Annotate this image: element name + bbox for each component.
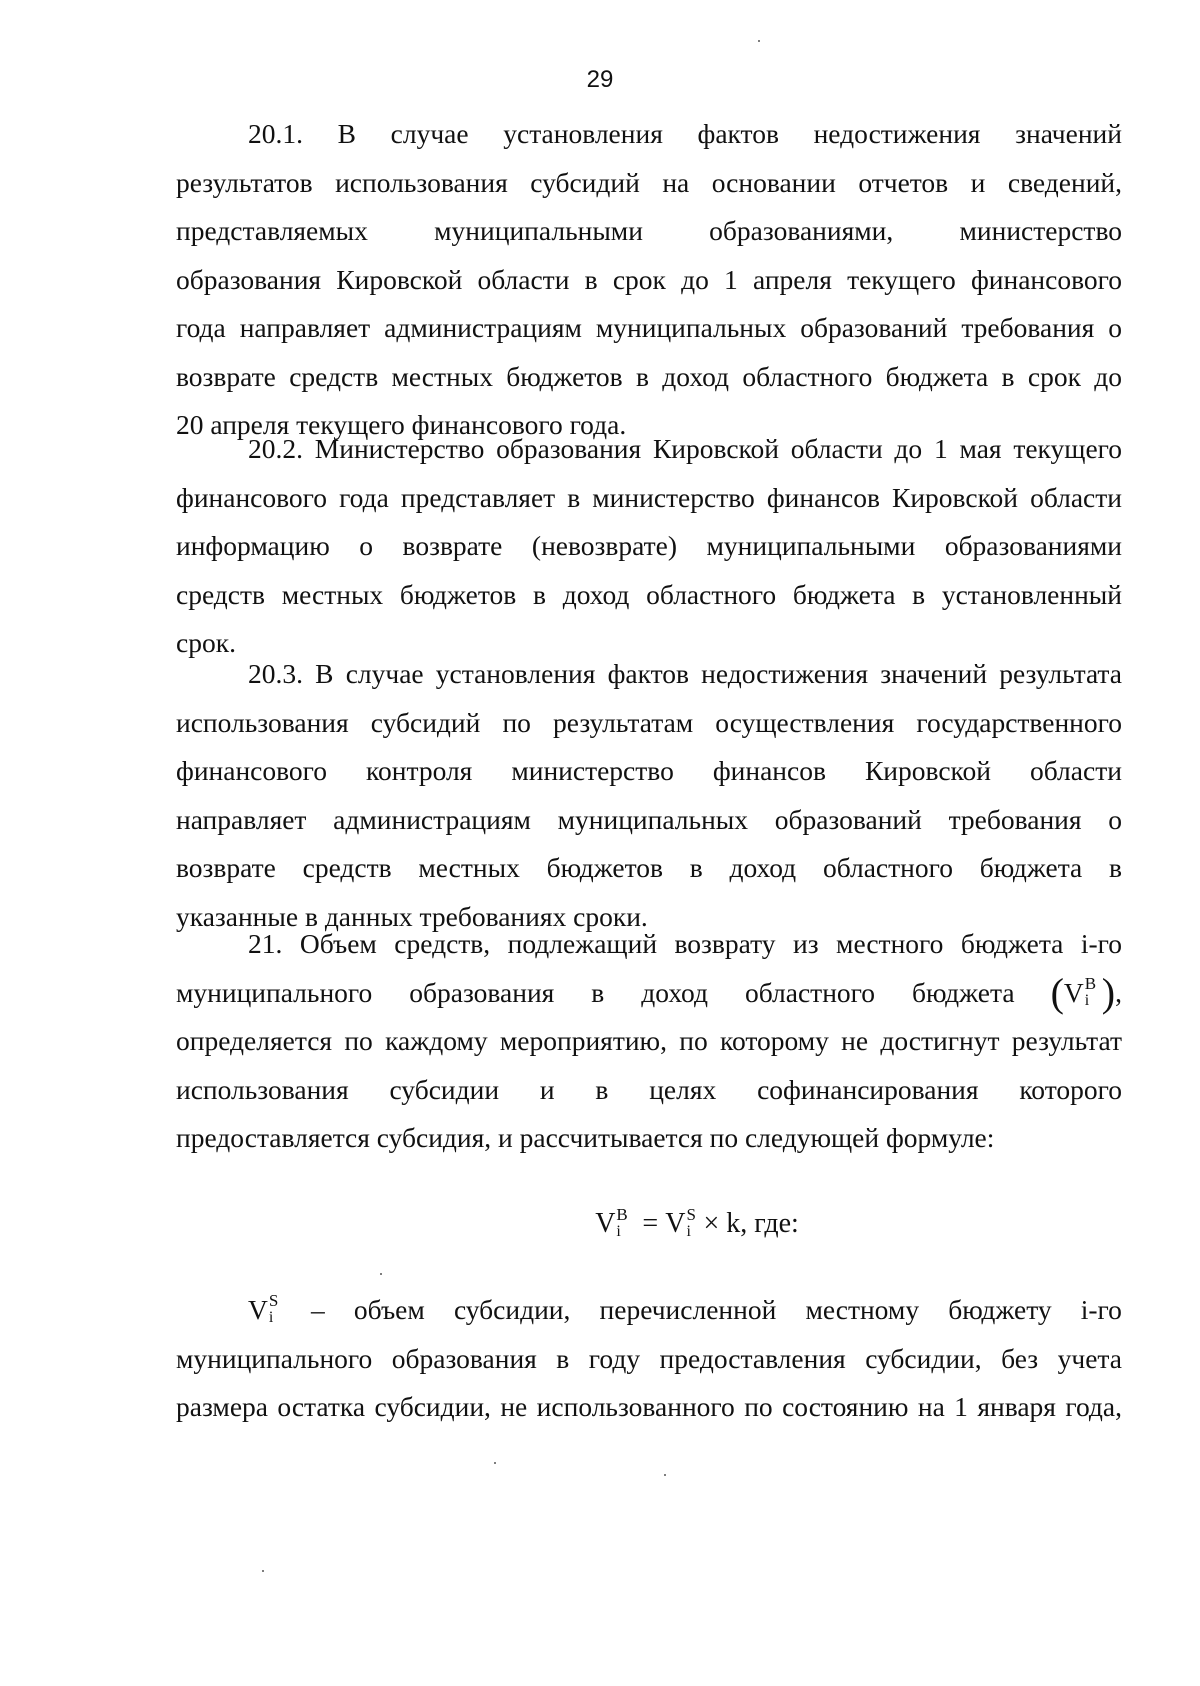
p20-2-line-5: срок.: [176, 627, 236, 658]
paragraph-20-1: [176, 110, 1122, 450]
p20-1-line-7: 20 апреля текущего финансового года.: [176, 409, 627, 440]
word: бюджету: [948, 1294, 1052, 1325]
word: муниципального: [176, 976, 373, 1008]
inline-formula-v-i-b: [1051, 969, 1122, 1018]
formula-lhs-sub: i: [616, 1223, 621, 1240]
word: случае: [390, 118, 469, 149]
p20-3-line-5: возврате средств местных бюджетов в доход областного бюджета в: [176, 852, 1122, 883]
paragraph-21-line-5: предоставляется субсидия, и рассчитывается по следующей формуле:: [176, 1122, 995, 1153]
formula-rhs-symbol: V: [665, 1208, 686, 1239]
word: значений: [1015, 118, 1122, 149]
p20-2-line-4: средств местных бюджетов в доход областного бюджета в установленный: [176, 578, 1122, 610]
p20-1-line-1: [176, 110, 1122, 159]
paragraph-21-line-2: [176, 969, 1122, 1018]
paragraph-21-line-3: определяется по каждому мероприятию, по которому не достигнут результат: [176, 1025, 1122, 1056]
word: области: [1030, 755, 1122, 786]
display-formula: [176, 1200, 1170, 1249]
inline-symbol-sub: i: [1084, 991, 1090, 1009]
p20-3-line-3: [176, 747, 1122, 796]
word: фактов: [697, 118, 779, 149]
word: образования: [409, 976, 555, 1008]
p20-1-line-3: [176, 207, 1122, 256]
word: министерство: [511, 755, 674, 786]
p20-3-line-2: использования субсидий по результатам осуществления государственного: [176, 706, 1122, 738]
paragraph-21-line-4: [176, 1066, 1122, 1115]
p20-2-line-2: финансового года представляет в министерство финансов Кировской области: [176, 481, 1122, 513]
close-paren: ): [1101, 969, 1116, 1015]
formula-rhs-sup: S: [686, 1205, 696, 1224]
word: местному: [805, 1294, 920, 1325]
word: областного: [744, 976, 876, 1008]
p20-1-line-6: возврате средств местных бюджетов в доход областного бюджета в срок до: [176, 360, 1122, 392]
word: 20.1.: [248, 118, 303, 149]
definition-symbol: [248, 1286, 282, 1335]
definition-line-3: размера остатка субсидии, не использованного по состоянию на 1 января года,: [176, 1391, 1122, 1422]
word: финансового: [176, 755, 328, 786]
open-paren: (: [1050, 969, 1064, 1015]
scan-speck: [262, 1570, 264, 1572]
word: недостижения: [813, 118, 981, 149]
inline-symbol-v: V: [1063, 976, 1084, 1008]
word: субсидии,: [453, 1294, 571, 1325]
word: в: [591, 976, 605, 1008]
definition-line-1: [176, 1286, 1122, 1335]
p20-1-line-5: года направляет администрациям муниципальных образований требования о: [176, 312, 1122, 343]
paragraph-21: [176, 920, 1122, 1163]
inline-comma: ,: [1115, 976, 1122, 1008]
word: В: [337, 118, 356, 149]
word: целях: [649, 1073, 717, 1105]
paragraph-21-line-1: 21. Объем средств, подлежащий возврату из местного бюджета i-го: [248, 928, 1122, 959]
word: контроля: [366, 755, 473, 786]
formula-factor: k,: [726, 1208, 748, 1239]
p20-3-line-4: направляет администрациям муниципальных образований требования о: [176, 803, 1122, 835]
p20-2-line-3: информацию о возврате (невозврате) муниципальными образованиями: [176, 530, 1122, 561]
word: софинансирования: [757, 1073, 979, 1105]
word: финансов: [712, 755, 826, 786]
p20-1-line-4: образования Кировской области в срок до 1 апреля текущего финансового: [176, 263, 1122, 295]
definition-symbol-sub: i: [268, 1309, 274, 1326]
word: установления: [503, 118, 663, 149]
formula-lhs-sup: B: [616, 1205, 628, 1224]
p20-2-line-1: 20.2. Министерство образования Кировской области до 1 мая текущего: [248, 433, 1122, 464]
definition-symbol-sup: S: [268, 1291, 279, 1310]
scan-speck: [494, 1462, 496, 1464]
formula-times: ×: [703, 1208, 720, 1239]
word: представляемых: [176, 215, 368, 246]
scan-speck: [758, 40, 760, 42]
p20-3-line-1: 20.3. В случае установления фактов недостижения значений результата: [248, 658, 1122, 689]
paragraph-20-2: [176, 425, 1122, 668]
formula-equals: =: [642, 1208, 659, 1239]
scan-speck: [664, 1474, 666, 1476]
word: доход: [641, 976, 708, 1008]
word: бюджета: [912, 976, 1015, 1008]
word: перечисленной: [599, 1294, 777, 1325]
paragraph-21-line-2-words: [176, 969, 1051, 1018]
definition-symbol-v: V: [248, 1294, 268, 1325]
page-number: 29: [586, 66, 614, 93]
formula-tail: где:: [754, 1208, 799, 1239]
word: министерство: [959, 215, 1122, 246]
word: i-го: [1080, 1294, 1122, 1325]
word: образованиями,: [709, 215, 894, 246]
p20-1-line-2: результатов использования субсидий на основании отчетов и сведений,: [176, 166, 1122, 198]
definition-v-i-s: [176, 1286, 1122, 1432]
word: муниципальными: [434, 215, 643, 246]
word: Кировской: [864, 755, 991, 786]
word: –: [311, 1294, 325, 1325]
word: и: [539, 1073, 555, 1105]
word: в: [595, 1073, 609, 1105]
paragraph-20-3: [176, 650, 1122, 941]
word: субсидии: [389, 1073, 500, 1105]
formula-rhs-sub: i: [686, 1223, 691, 1240]
formula-lhs-symbol: V: [595, 1208, 616, 1239]
p20-3-line-6: указанные в данных требованиях сроки.: [176, 900, 648, 932]
word: использования: [176, 1073, 349, 1105]
definition-line-2: муниципального образования в году предоставления субсидии, без учета: [176, 1342, 1122, 1374]
inline-symbol-sup: B: [1084, 973, 1097, 993]
word: объем: [353, 1294, 425, 1325]
word: которого: [1019, 1073, 1122, 1105]
scan-speck: [380, 1273, 382, 1275]
